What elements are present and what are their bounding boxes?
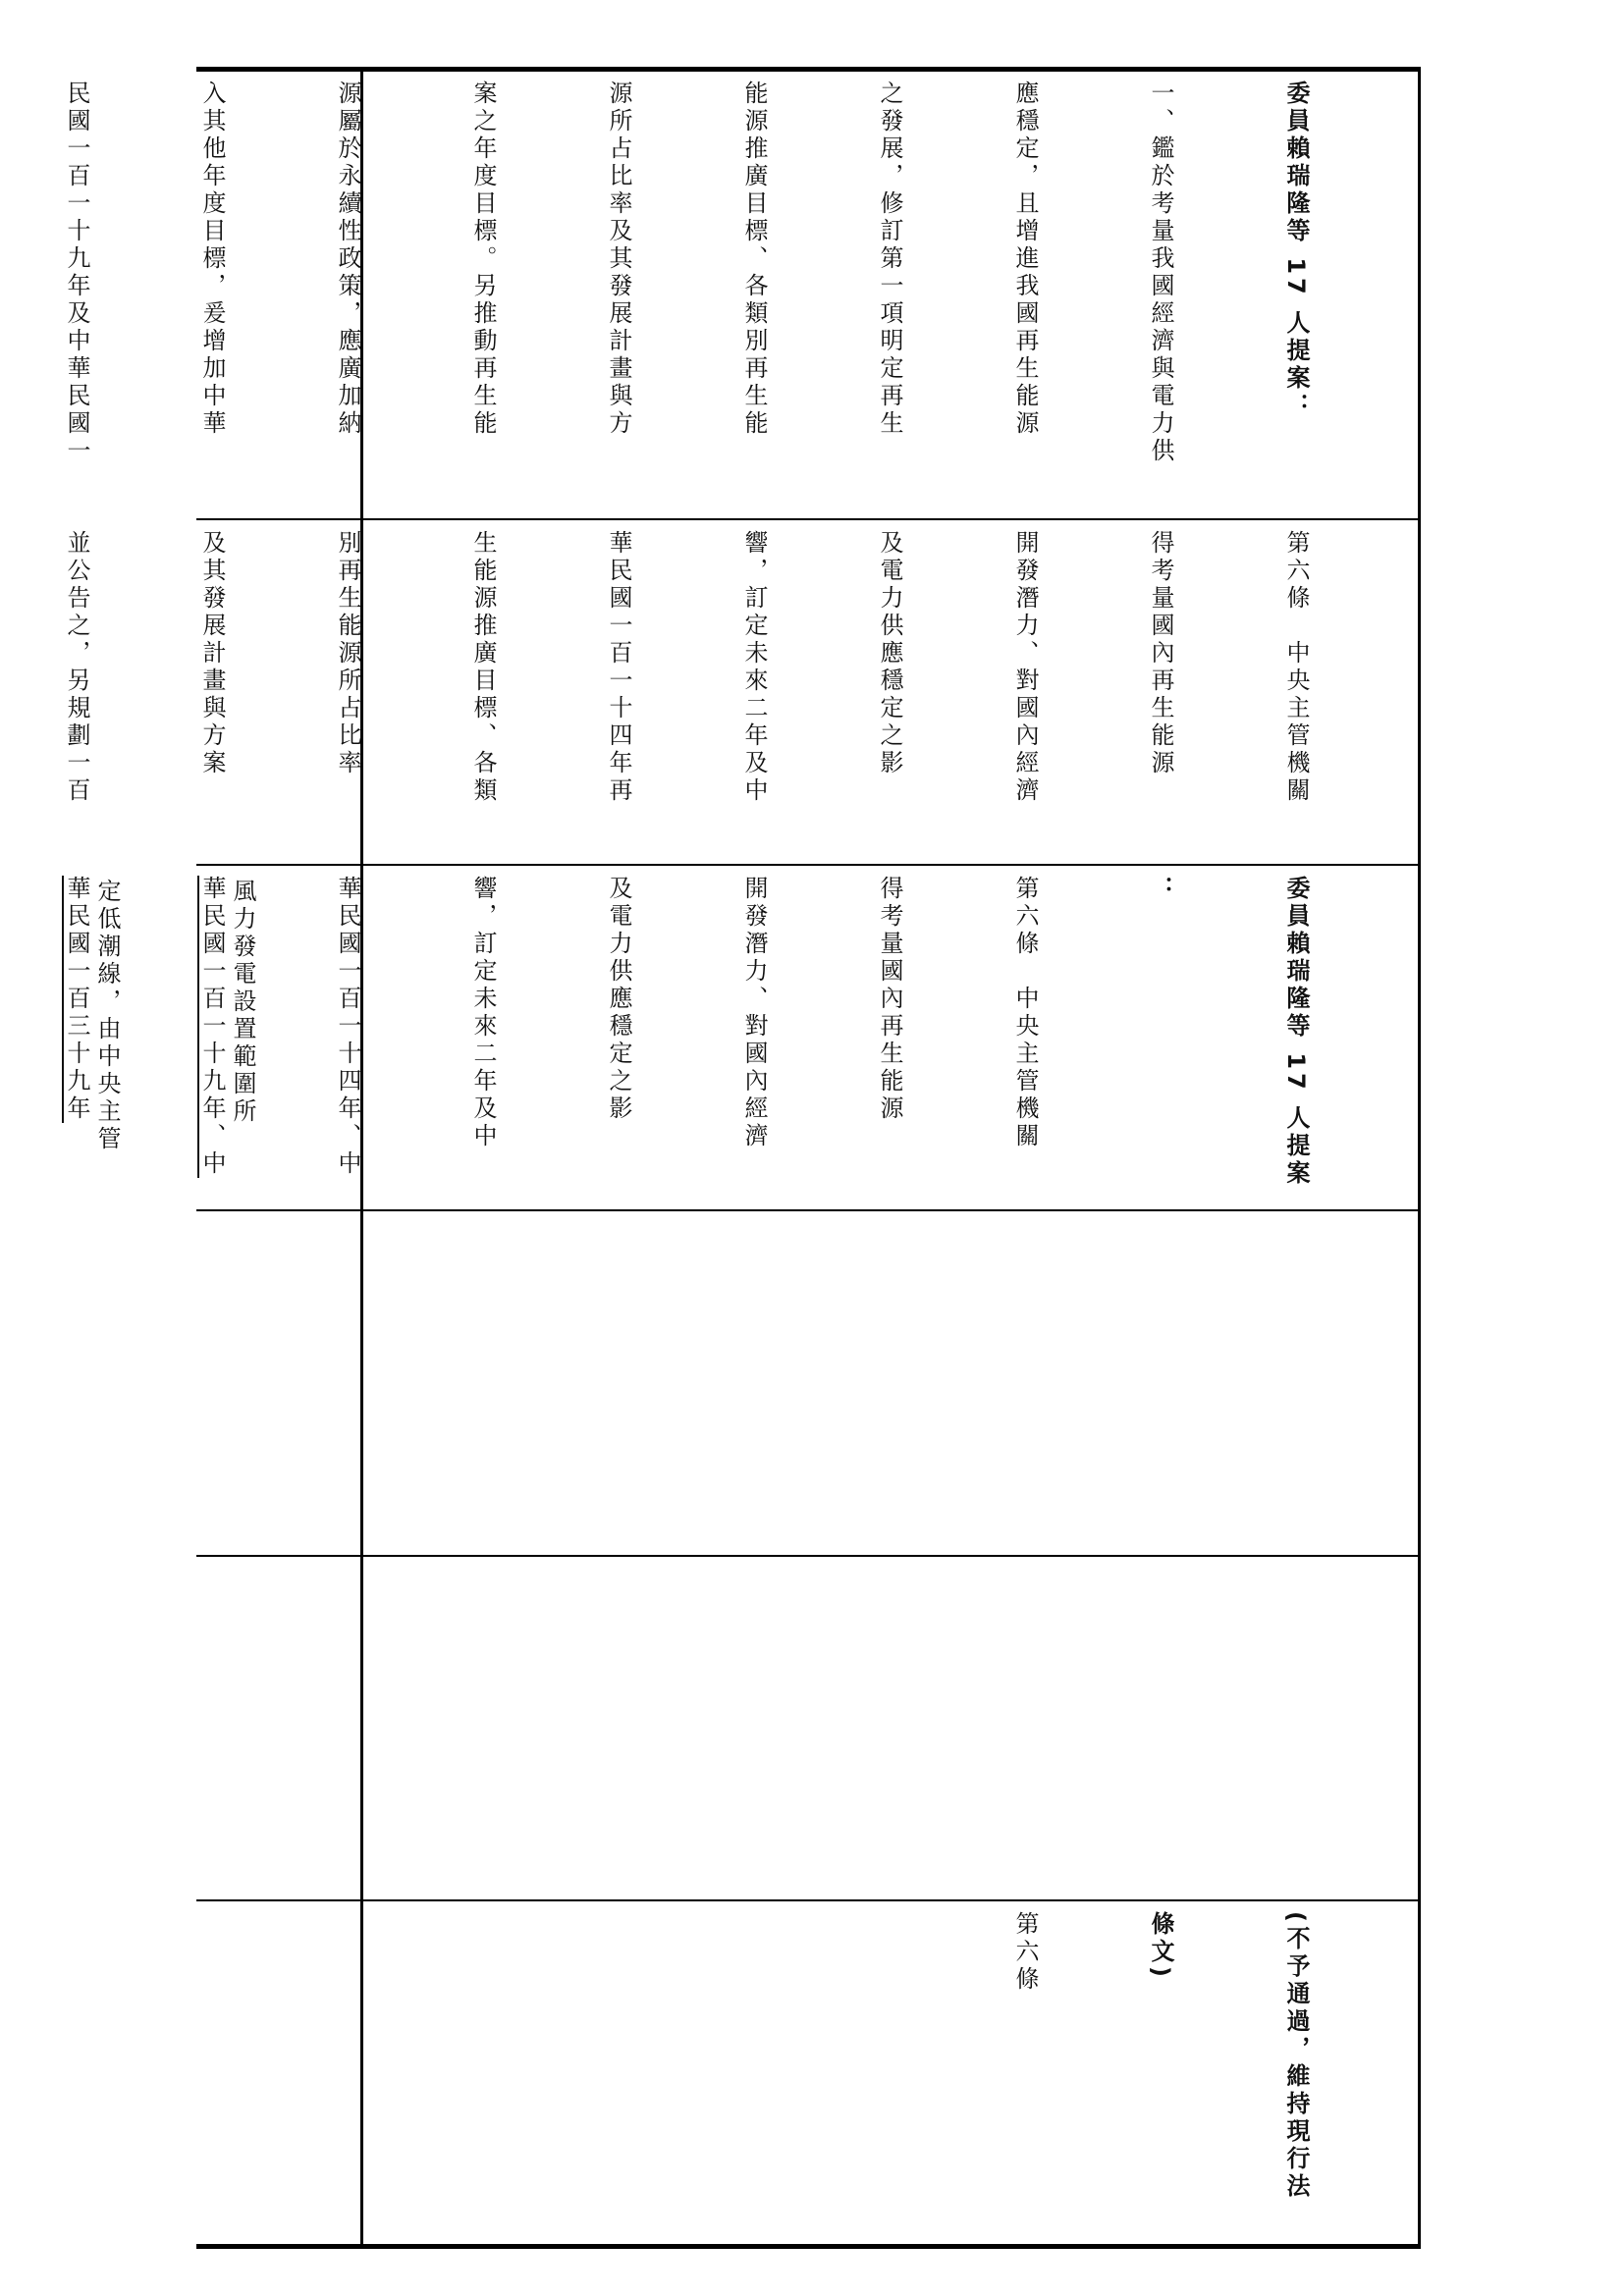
text-line: 響，訂定未來二年及中: [469, 876, 497, 1150]
text-line: 華民國一百一十四年、中: [334, 876, 361, 1178]
text-line: 並公告之，另規劃一百: [63, 530, 90, 805]
text-line: 響，訂定未來二年及中: [740, 530, 768, 805]
text-line: 案之年度目標。另推動再生能: [469, 80, 497, 438]
text-line: 應穩定，且增進我國再生能源: [1011, 80, 1039, 438]
text-line: 開發潛力、對國內經濟: [1011, 530, 1039, 805]
text-line: 一、鑑於考量我國經濟與電力供: [1147, 80, 1174, 465]
current-law-column: [63, 530, 1409, 859]
text-line-underlined: 華民國一百三十九年: [63, 876, 90, 1123]
text-line: 能源推廣目標、各類別再生能: [740, 80, 768, 438]
text-line: 第六條 中央主管機關: [1011, 876, 1039, 1150]
amendment-heading-line: ：: [1147, 876, 1174, 903]
row-divider-1: [196, 518, 1420, 520]
text-line: 及其發展計畫與方案: [198, 530, 226, 777]
text-line: 入其他年度目標，爰增加中華: [198, 80, 226, 438]
text-line: 別再生能源所占比率: [334, 530, 361, 777]
text-line: 生能源推廣目標、各類: [469, 530, 497, 805]
text-line: 第六條 中央主管機關: [1282, 530, 1310, 805]
text-line: 得考量國內再生能源: [1147, 530, 1174, 777]
row-divider-2: [196, 864, 1420, 866]
table-bottom-border: [196, 2244, 1420, 2249]
text-line: 及電力供應穩定之影: [876, 530, 903, 777]
row-divider-4: [196, 1555, 1420, 1557]
explanation-column: [63, 80, 1409, 512]
table-right-border: [1418, 67, 1421, 2249]
text-line: 源所占比率及其發展計畫與方: [605, 80, 632, 438]
table-top-border: [196, 67, 1420, 72]
row-divider-3: [196, 1209, 1420, 1211]
text-line: 開發潛力、對國內經濟: [740, 876, 768, 1150]
text-line: 源屬於永續性政策，應廣加納: [334, 80, 361, 438]
review-result-heading-line: 條文): [1147, 1911, 1174, 1981]
review-result-heading-line: (不予通過，維持現行法: [1282, 1911, 1310, 2201]
text-line: 華民國一百一十四年再: [605, 530, 632, 805]
text-line: 之發展，修訂第一項明定再生: [876, 80, 903, 438]
text-line: 民國一百一十九年及中華民國一: [63, 80, 90, 465]
explanation-heading: 委員賴瑞隆等 17 人提案：: [1282, 80, 1310, 421]
amendment-heading-line: 委員賴瑞隆等 17 人提案: [1282, 876, 1310, 1189]
text-line: 及電力供應穩定之影: [605, 876, 632, 1123]
text-line: 得考量國內再生能源: [876, 876, 903, 1123]
text-line: 定低潮線，由中央主管: [93, 879, 121, 1153]
review-result-column: [373, 1911, 1409, 2240]
article-number: 第六條: [1011, 1911, 1039, 1994]
text-line: 風力發電設置範圍所: [229, 879, 256, 1126]
text-line-underlined: 華民國一百一十九年、中: [198, 876, 226, 1178]
row-divider-5: [196, 1899, 1420, 1901]
